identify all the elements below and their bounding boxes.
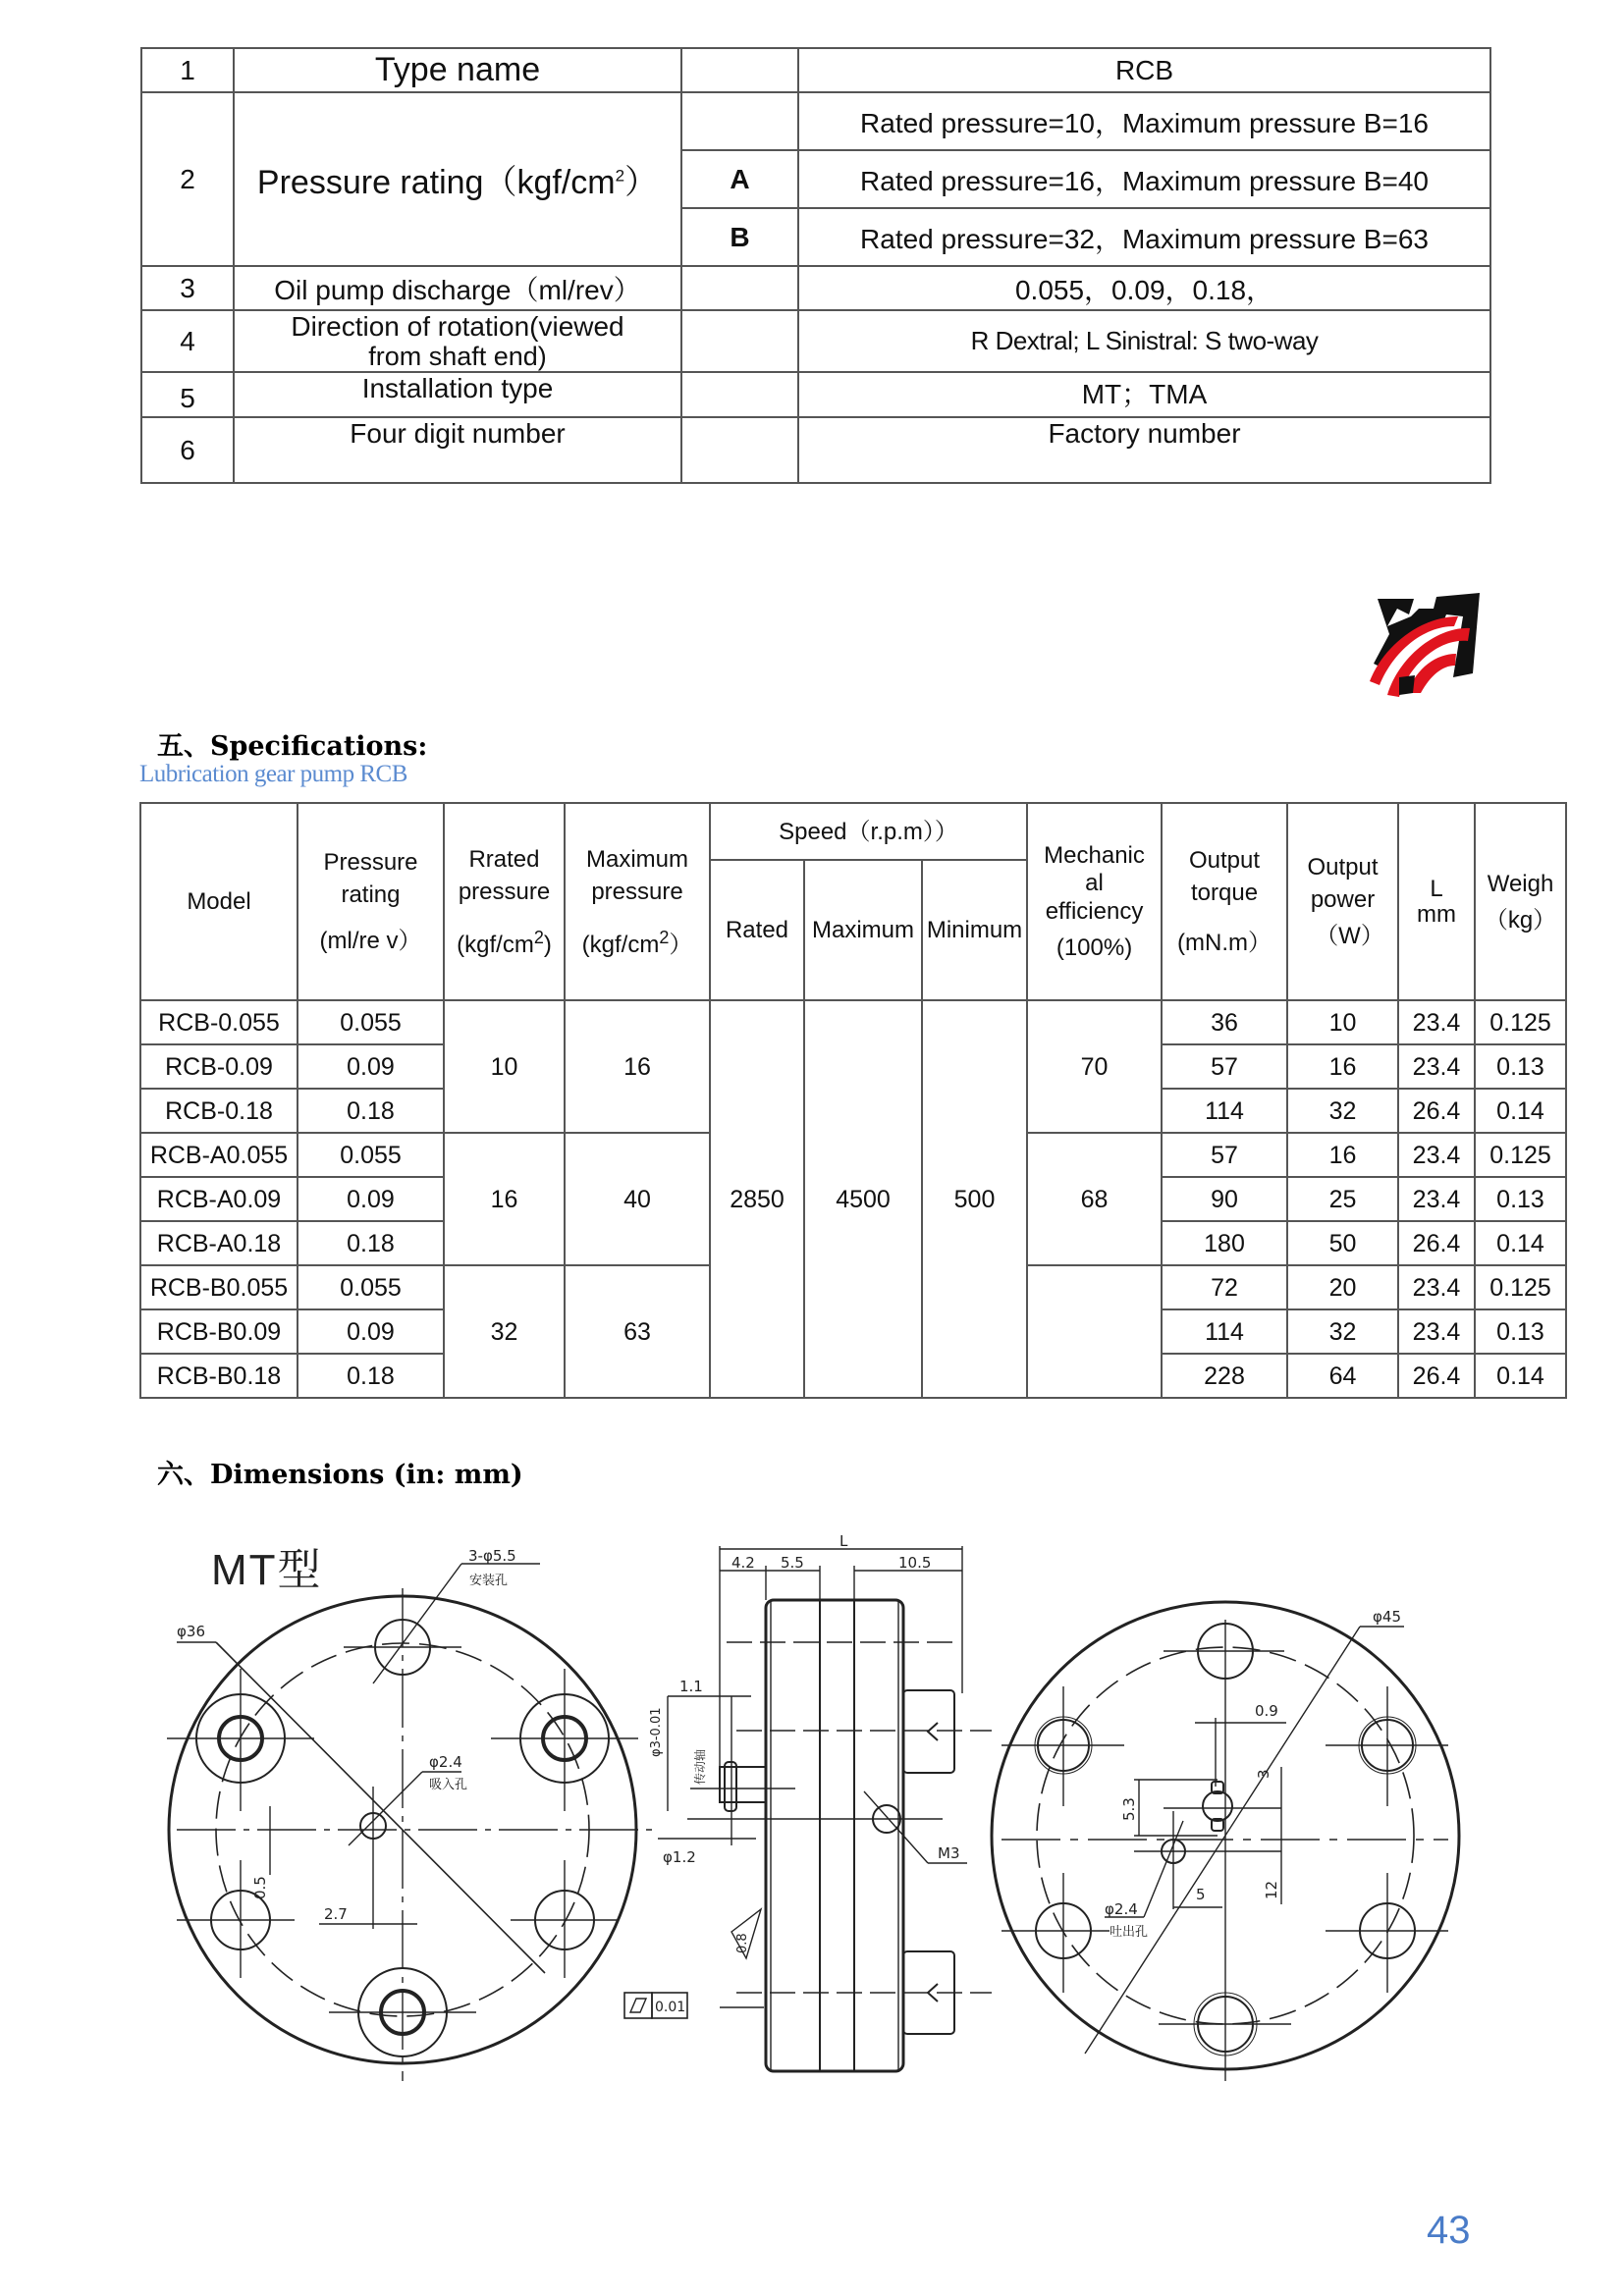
dim-thread: M3 xyxy=(938,1844,960,1862)
cell-length: 26.4 xyxy=(1398,1221,1475,1265)
dim-05: 0.5 xyxy=(251,1876,269,1899)
row-value: R Dextral; L Sinistral: S two-way xyxy=(798,310,1490,372)
dim-roughness: 0.8 xyxy=(735,1933,750,1953)
cell-rating: 0.055 xyxy=(298,1000,444,1044)
cell-rating: 0.09 xyxy=(298,1177,444,1221)
cell-model: RCB-B0.18 xyxy=(140,1354,298,1398)
dim-outer-dia: φ36 xyxy=(177,1623,205,1640)
row-value: Factory number xyxy=(798,417,1490,483)
page-number: 43 xyxy=(1427,2209,1471,2252)
header-output-torque: Output torque (mN.m） xyxy=(1162,803,1287,1000)
dim-shaft-cn: 传动轴 xyxy=(693,1748,707,1785)
cell-speed-min: 500 xyxy=(922,1000,1027,1398)
cell-power: 64 xyxy=(1287,1354,1398,1398)
cell-mech-efficiency: 70 xyxy=(1027,1000,1162,1133)
cell-weight: 0.13 xyxy=(1475,1177,1566,1221)
row-code: A xyxy=(681,150,798,208)
cell-power: 16 xyxy=(1287,1044,1398,1089)
dim-mount-holes-cn: 安装孔 xyxy=(469,1574,509,1588)
cell-model: RCB-0.055 xyxy=(140,1000,298,1044)
dim-11: 1.1 xyxy=(679,1678,703,1695)
row-label: Direction of rotation(viewed from shaft end) xyxy=(234,310,681,372)
cell-max-pressure: 40 xyxy=(565,1133,710,1265)
cell-model: RCB-0.09 xyxy=(140,1044,298,1089)
cell-length: 23.4 xyxy=(1398,1309,1475,1354)
dim-L: L xyxy=(839,1532,848,1550)
cell-rated-pressure: 32 xyxy=(444,1265,565,1398)
dim-shaft-dia: φ3-0.01 xyxy=(649,1707,664,1757)
cell-model: RCB-0.18 xyxy=(140,1089,298,1133)
cell-torque: 36 xyxy=(1162,1000,1287,1044)
dim-back-outer-dia: φ45 xyxy=(1373,1608,1401,1626)
cell-weight: 0.125 xyxy=(1475,1000,1566,1044)
cell-rating: 0.055 xyxy=(298,1265,444,1309)
cell-weight: 0.13 xyxy=(1475,1309,1566,1354)
cell-weight: 0.14 xyxy=(1475,1221,1566,1265)
cell-torque: 228 xyxy=(1162,1354,1287,1398)
header-rated-pressure: Rrated pressure $(kgf/cm^2)$ xyxy=(444,803,565,1000)
mt-type-label: MT型 xyxy=(211,1546,323,1594)
dim-27: 2.7 xyxy=(324,1905,348,1923)
cell-speed-rated: 2850 xyxy=(710,1000,804,1398)
cell-torque: 57 xyxy=(1162,1044,1287,1089)
cell-torque: 90 xyxy=(1162,1177,1287,1221)
cell-model: RCB-A0.09 xyxy=(140,1177,298,1221)
row-number: 6 xyxy=(141,417,234,483)
dim-3: 3 xyxy=(1255,1769,1272,1779)
cell-torque: 57 xyxy=(1162,1133,1287,1177)
cell-model: RCB-A0.055 xyxy=(140,1133,298,1177)
row-number: 5 xyxy=(141,372,234,417)
cell-model: RCB-B0.055 xyxy=(140,1265,298,1309)
cell-rating: 0.18 xyxy=(298,1221,444,1265)
row-value: Rated pressure=32，Maximum pressure B=63 xyxy=(798,208,1490,266)
cell-length: 26.4 xyxy=(1398,1089,1475,1133)
row-label: Type name xyxy=(234,48,681,92)
row-value: Rated pressure=10，Maximum pressure B=16 xyxy=(798,92,1490,150)
row-value: MT；TMA xyxy=(798,372,1490,417)
dim-09: 0.9 xyxy=(1255,1702,1278,1720)
cell-length: 23.4 xyxy=(1398,1265,1475,1309)
dim-outlet-cn: 吐出孔 xyxy=(1110,1925,1149,1940)
dim-inlet-dia: φ2.4 xyxy=(429,1753,462,1771)
row-value: RCB xyxy=(798,48,1490,92)
cell-model: RCB-A0.18 xyxy=(140,1221,298,1265)
cell-max-pressure: 16 xyxy=(565,1000,710,1133)
back-view-drawing xyxy=(992,1602,1459,2081)
cell-power: 16 xyxy=(1287,1133,1398,1177)
cell-weight: 0.125 xyxy=(1475,1133,1566,1177)
row-value: 0.055，0.09，0.18， xyxy=(798,266,1490,310)
cell-power: 25 xyxy=(1287,1177,1398,1221)
cell-torque: 114 xyxy=(1162,1309,1287,1354)
cell-power: 10 xyxy=(1287,1000,1398,1044)
cell-power: 50 xyxy=(1287,1221,1398,1265)
header-speed-min: Minimum xyxy=(922,860,1027,1000)
specifications-subheading: Lubrication gear pump RCB xyxy=(139,761,407,787)
front-view-drawing xyxy=(167,1547,658,2081)
row-code: B xyxy=(681,208,798,266)
cell-rating: 0.09 xyxy=(298,1044,444,1089)
cell-model: RCB-B0.09 xyxy=(140,1309,298,1354)
cell-weight: 0.13 xyxy=(1475,1044,1566,1089)
header-mech-efficiency: Mechanic al efficiency (100%) xyxy=(1027,803,1162,1000)
cell-weight: 0.14 xyxy=(1475,1354,1566,1398)
dim-flatness: 0.01 xyxy=(655,2000,686,2015)
dim-outlet-dia: φ2.4 xyxy=(1105,1900,1138,1918)
cell-torque: 114 xyxy=(1162,1089,1287,1133)
header-weight: Weigh （kg） xyxy=(1475,803,1566,1000)
cell-mech-efficiency: 68 xyxy=(1027,1133,1162,1265)
cell-power: 32 xyxy=(1287,1089,1398,1133)
cell-weight: 0.14 xyxy=(1475,1089,1566,1133)
cell-rating: 0.055 xyxy=(298,1133,444,1177)
dim-12: 12 xyxy=(1263,1880,1280,1899)
header-output-power: Output power （W） xyxy=(1287,803,1398,1000)
side-view-drawing xyxy=(624,1532,992,2071)
cell-power: 20 xyxy=(1287,1265,1398,1309)
cell-rating: 0.18 xyxy=(298,1089,444,1133)
dim-105: 10.5 xyxy=(898,1554,932,1572)
dim-55: 5.5 xyxy=(781,1554,804,1572)
cell-rated-pressure: 10 xyxy=(444,1000,565,1133)
row-label: Four digit number xyxy=(234,417,681,483)
row-number: 3 xyxy=(141,266,234,310)
row-number: 1 xyxy=(141,48,234,92)
cell-speed-max: 4500 xyxy=(804,1000,922,1398)
header-speed-max: Maximum xyxy=(804,860,922,1000)
dim-inlet-cn: 吸入孔 xyxy=(429,1778,468,1792)
cell-power: 32 xyxy=(1287,1309,1398,1354)
dim-53: 5.3 xyxy=(1120,1797,1138,1821)
cell-rating: 0.09 xyxy=(298,1309,444,1354)
header-max-pressure: Maximum pressure $(kgf/cm^2)$ xyxy=(565,803,710,1000)
cell-length: 23.4 xyxy=(1398,1000,1475,1044)
cell-torque: 180 xyxy=(1162,1221,1287,1265)
dim-mount-holes: 3-φ5.5 xyxy=(468,1547,516,1565)
dim-pin-dia: φ1.2 xyxy=(663,1848,696,1866)
flatness-symbol-icon xyxy=(624,1993,652,2018)
cell-length: 23.4 xyxy=(1398,1133,1475,1177)
cell-rating: 0.18 xyxy=(298,1354,444,1398)
cell-rated-pressure: 16 xyxy=(444,1133,565,1265)
dim-5: 5 xyxy=(1196,1886,1206,1903)
header-speed-group: Speed（r.p.m）） xyxy=(710,803,1027,860)
cell-length: 23.4 xyxy=(1398,1177,1475,1221)
dim-42: 4.2 xyxy=(731,1554,755,1572)
dimensions-heading: 六、Dimensions (in: mm) xyxy=(157,1460,523,1490)
row-number: 2 xyxy=(141,92,234,266)
row-value: Rated pressure=16，Maximum pressure B=40 xyxy=(798,150,1490,208)
row-number: 4 xyxy=(141,310,234,372)
row-label: Pressure $rating(kgf/cm^2)$ xyxy=(234,92,681,266)
row-label: Oil pump discharge（ml/rev） xyxy=(234,266,681,310)
cell-length: 26.4 xyxy=(1398,1354,1475,1398)
header-length: L mm xyxy=(1398,803,1475,1000)
specifications-heading: 五、Specifications: xyxy=(157,731,428,762)
header-pressure-rating: Pressure rating (ml/re v） xyxy=(298,803,444,1000)
header-speed-rated: Rated xyxy=(710,860,804,1000)
cell-length: 23.4 xyxy=(1398,1044,1475,1089)
cell-max-pressure: 63 xyxy=(565,1265,710,1398)
header-model: Model xyxy=(140,803,298,1000)
row-label: Installation type xyxy=(234,372,681,417)
cell-weight: 0.125 xyxy=(1475,1265,1566,1309)
cell-torque: 72 xyxy=(1162,1265,1287,1309)
